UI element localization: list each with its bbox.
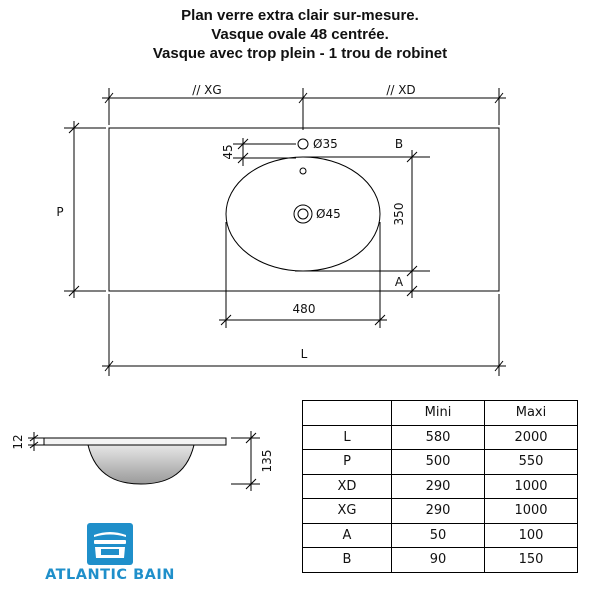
w480-label: 480 [292,302,316,316]
xd-label: // XD [386,83,416,97]
table-row [303,425,578,450]
d35-label: Ø35 [313,137,338,151]
table-cell: 290 [392,499,485,524]
table-cell: L [303,425,392,450]
table-cell: 1000 [485,474,578,499]
side-view [28,431,260,491]
table-row [303,499,578,524]
table-header-row [303,401,578,426]
table-cell: 550 [485,450,578,475]
h135-label: 135 [260,449,274,473]
table-row [303,523,578,548]
xg-label: // XG [192,83,222,97]
title-line-3: Vasque avec trop plein - 1 trou de robinet [152,45,448,62]
table-cell: A [303,523,392,548]
table-cell: 90 [392,548,485,573]
table-cell: XG [303,499,392,524]
p-label: P [56,205,64,219]
table-cell: XD [303,474,392,499]
table-cell: 1000 [485,499,578,524]
dimensions-table [302,400,578,573]
a-label: A [394,275,404,289]
table-cell: 100 [485,523,578,548]
t12-label: 12 [11,434,25,450]
table-cell: 2000 [485,425,578,450]
top-view [64,88,506,376]
brand-name: ATLANTIC BAIN [45,567,175,583]
table-cell: 580 [392,425,485,450]
tap-hole [298,139,308,149]
title-line-2: Vasque ovale 48 centrée. [211,26,389,43]
table-header-cell: Mini [392,401,485,426]
table-row [303,548,578,573]
brand-logo [20,520,200,590]
l-label: L [300,347,308,361]
d45-hole-label: Ø45 [316,207,341,221]
basin-logo-icon [20,520,200,568]
table-cell: 150 [485,548,578,573]
title-line-1: Plan verre extra clair sur-mesure. [181,7,419,24]
side-slab [44,438,226,445]
table-cell: 500 [392,450,485,475]
d45-dim-label: 45 [221,144,235,160]
table-row [303,450,578,475]
h350-label: 350 [392,202,406,226]
b-label: B [394,137,404,151]
overflow-hole [300,168,306,174]
table-cell: B [303,548,392,573]
side-basin [88,445,194,484]
table-header-cell [303,401,392,426]
table-cell: 290 [392,474,485,499]
drain-inner [298,209,308,219]
table-cell: P [303,450,392,475]
table-header-cell: Maxi [485,401,578,426]
table-cell: 50 [392,523,485,548]
table-row [303,474,578,499]
